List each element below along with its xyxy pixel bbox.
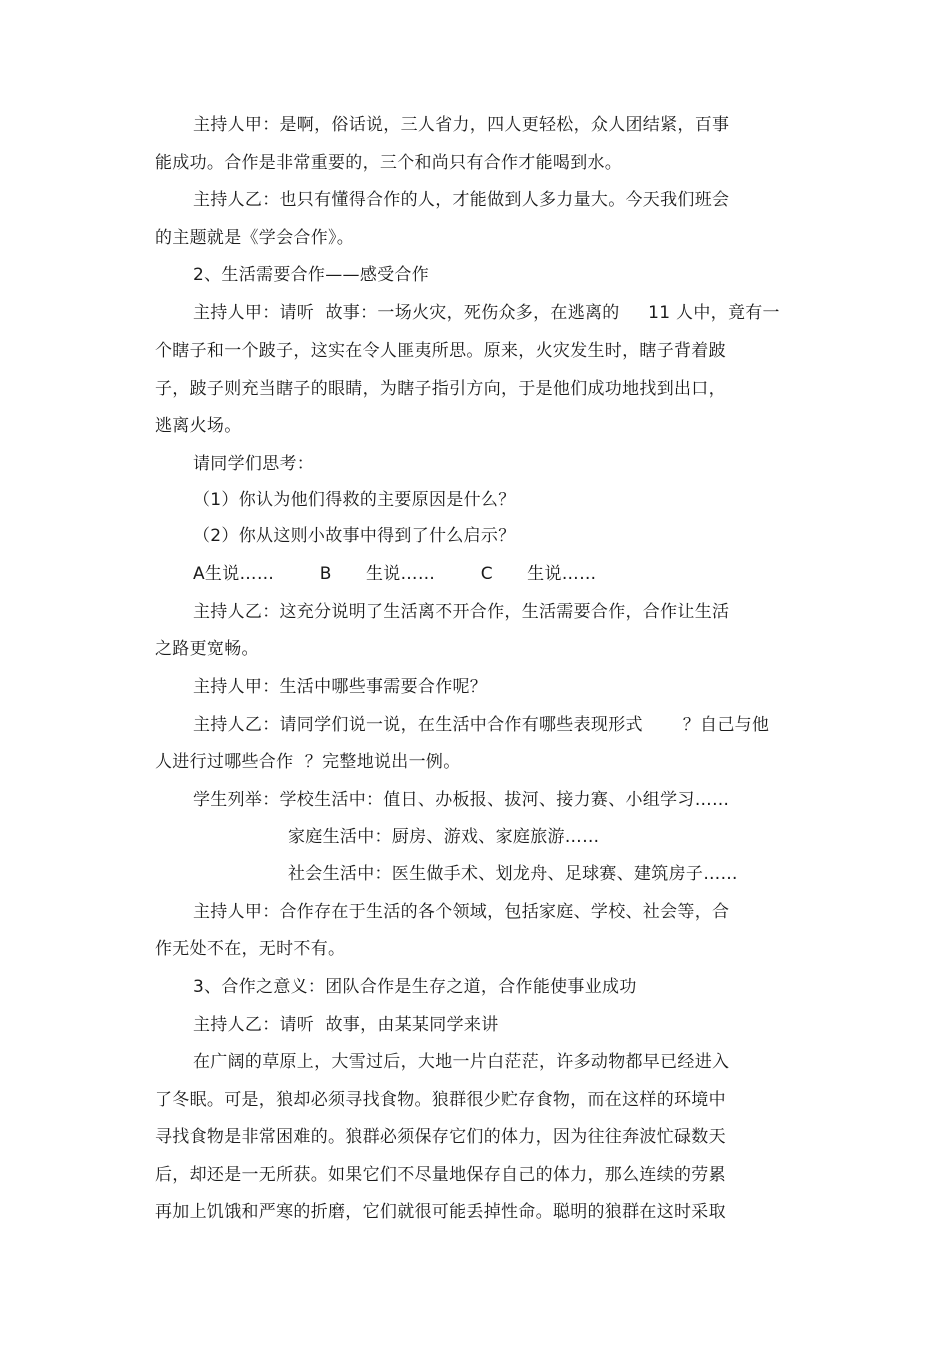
paragraph-line: 再加上饥饿和严寒的折磨，它们就很可能丢掉性命。聪明的狼群在这时采取 [155,1202,726,1222]
paragraph-line: 寻找食物是非常困难的。狼群必须保存它们的体力，因为往往奔波忙碌数天 [155,1127,726,1147]
paragraph-line: 能成功。合作是非常重要的，三个和尚只有合作才能喝到水。 [155,153,623,173]
paragraph-line: 之路更宽畅。 [155,639,259,659]
list-line: 社会生活中：医生做手术、划龙舟、足球赛、建筑房子…… [288,864,738,884]
section-heading: 3、合作之意义：团队合作是生存之道，合作能使事业成功 [193,977,637,997]
paragraph-line: 主持人甲：生活中哪些事需要合作呢？ [193,677,488,697]
student-answers: A生说…… B 生说…… C 生说…… [193,564,597,584]
paragraph-line: 请同学们思考： [193,454,315,474]
paragraph-line: 个瞎子和一个跛子，这实在令人匪夷所思。原来，火灾发生时，瞎子背着跛 [155,341,726,361]
paragraph-line: 作无处不在，无时不有。 [155,939,346,959]
list-line: 学生列举：学校生活中：值日、办板报、拔河、接力赛、小组学习…… [193,790,730,810]
paragraph-line: 主持人甲：合作存在于生活的各个领域，包括家庭、学校、社会等，合 [193,902,730,922]
paragraph-line: 人进行过哪些合作 ？完整地说出一例。 [155,752,461,772]
paragraph-line: 逃离火场。 [155,416,242,436]
paragraph-line: 主持人甲：是啊，俗话说，三人省力，四人更轻松，众人团结紧，百事 [193,115,730,135]
paragraph-line: 的主题就是《学会合作》。 [155,228,355,248]
section-heading: 2、生活需要合作——感受合作 [193,265,430,285]
paragraph-line: 了冬眠。可是，狼却必须寻找食物。狼群很少贮存食物，而在这样的环境中 [155,1090,726,1110]
paragraph-line: 主持人乙：这充分说明了生活离不开合作，生活需要合作，合作让生活 [193,602,730,622]
question-item: （2）你从这则小故事中得到了什么启示？ [193,526,516,546]
paragraph-line: 主持人乙：请听 故事，由某某同学来讲 [193,1015,499,1035]
paragraph-line: 主持人乙：也只有懂得合作的人，才能做到人多力量大。今天我们班会 [193,190,730,210]
paragraph-line: 在广阔的草原上，大雪过后，大地一片白茫茫，许多动物都早已经进入 [193,1052,730,1072]
paragraph-line: 后，却还是一无所获。如果它们不尽量地保存自己的体力，那么连续的劳累 [155,1165,726,1185]
paragraph-line: 主持人乙：请同学们说一说，在生活中合作有哪些表现形式 ？自己与他 [193,715,770,735]
list-line: 家庭生活中：厨房、游戏、家庭旅游…… [288,827,600,847]
question-item: （1）你认为他们得救的主要原因是什么？ [193,490,516,510]
paragraph-line: 主持人甲：请听 故事：一场火灾，死伤众多，在逃离的 11 人中，竟有一 [193,303,780,323]
paragraph-line: 子，跛子则充当瞎子的眼睛，为瞎子指引方向，于是他们成功地找到出口， [155,379,726,399]
